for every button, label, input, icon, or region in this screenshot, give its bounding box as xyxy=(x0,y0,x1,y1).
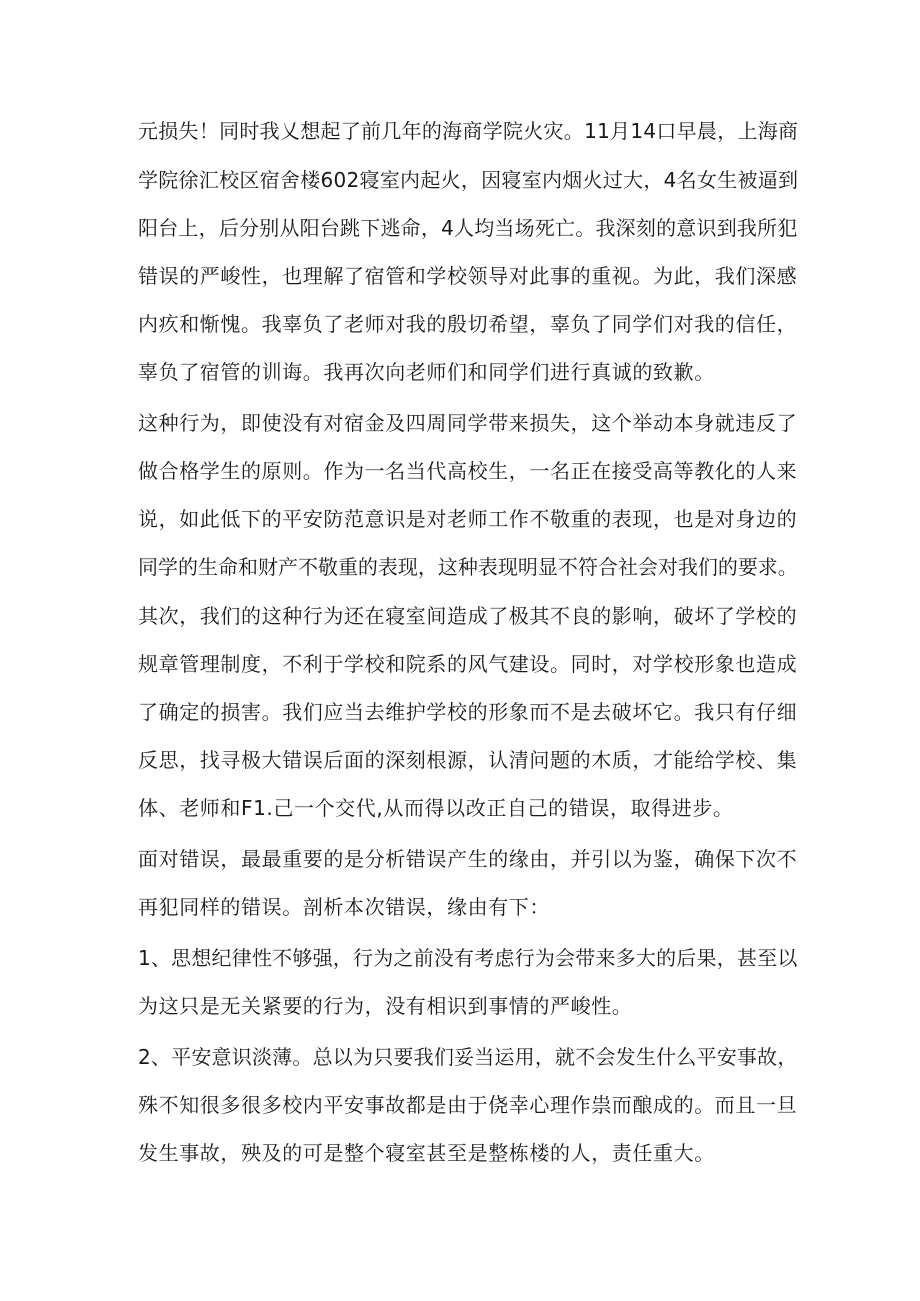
text-line: 做合格学生的原则。作为一名当代高校生，一名正在接受高等教化的人来 xyxy=(138,459,798,483)
text-line: 辜负了宿管的训诲。我再次向老师们和同学们进行真诚的致歉。 xyxy=(138,360,715,384)
text-line: 说，如此低下的平安防范意识是对老师工作不敬重的表现，也是对身边的 xyxy=(138,507,798,531)
text-line: 这种行为，即使没有对宿金及四周同学带来损失，这个举动本身就违反了 xyxy=(138,411,798,435)
text-line: 错误的严峻性，也理解了宿管和学校领导对此事的重视。为此，我们深感 xyxy=(138,264,798,288)
text-line: 2、平安意识淡薄。总以为只要我们妥当运用，就不会发生什么平安事故， xyxy=(138,1045,798,1069)
text-line: 阳台上，后分别从阳台跳下逃命，4人均当场死亡。我深刻的意识到我所犯 xyxy=(138,216,798,240)
text-line: 元损失！同时我乂想起了前几年的海商学院火灾。11月14口早晨，上海商 xyxy=(138,119,799,143)
text-line: 面对错误，最最重要的是分析错误产生的缘由，并引以为鉴，确保下次不 xyxy=(138,847,798,871)
text-line: 反思，找寻极大错误后面的深刻根源，认清问题的木质，才能给学校、集 xyxy=(138,748,798,772)
text-line: 学院徐汇校区宿舍楼602寝室内起火，因寝室内烟火过大，4名女生被逼到 xyxy=(138,168,799,192)
text-line: 发生事故，殃及的可是整个寝室甚至是整栋楼的人，责任重大。 xyxy=(138,1141,715,1165)
text-line: 规章管理制度，不利于学校和院系的风气建设。同时，对学校形象也造成 xyxy=(138,652,798,676)
text-line: 同学的生命和财产不敬重的表现，这种表现明显不符合社会对我们的要求。 xyxy=(138,555,798,579)
text-line: 了确定的损害。我们应当去维护学校的形象而不是去破坏它。我只有仔细 xyxy=(138,700,798,724)
text-line: 内疚和惭愧。我辜负了老师对我的殷切希望，辜负了同学们对我的信任， xyxy=(138,312,798,336)
text-line: 1、思想纪律性不够强，行为之前没有考虑行为会带来多大的后果，甚至以 xyxy=(138,946,798,970)
text-line: 殊不知很多很多校内平安事故都是由于侥幸心理作祟而酿成的。而且一旦 xyxy=(138,1093,798,1117)
text-line: 再犯同样的错误。剖析本次错误，缘由有下： xyxy=(138,895,550,919)
text-line: 其次，我们的这种行为还在寝室间造成了极其不良的影响，破坏了学校的 xyxy=(138,604,798,628)
text-line: 为这只是无关紧要的行为，没有相识到事情的严峻性。 xyxy=(138,994,633,1018)
text-line: 体、老师和F1.己一个交代,从而得以改正自己的错误，取得进步。 xyxy=(138,796,734,820)
